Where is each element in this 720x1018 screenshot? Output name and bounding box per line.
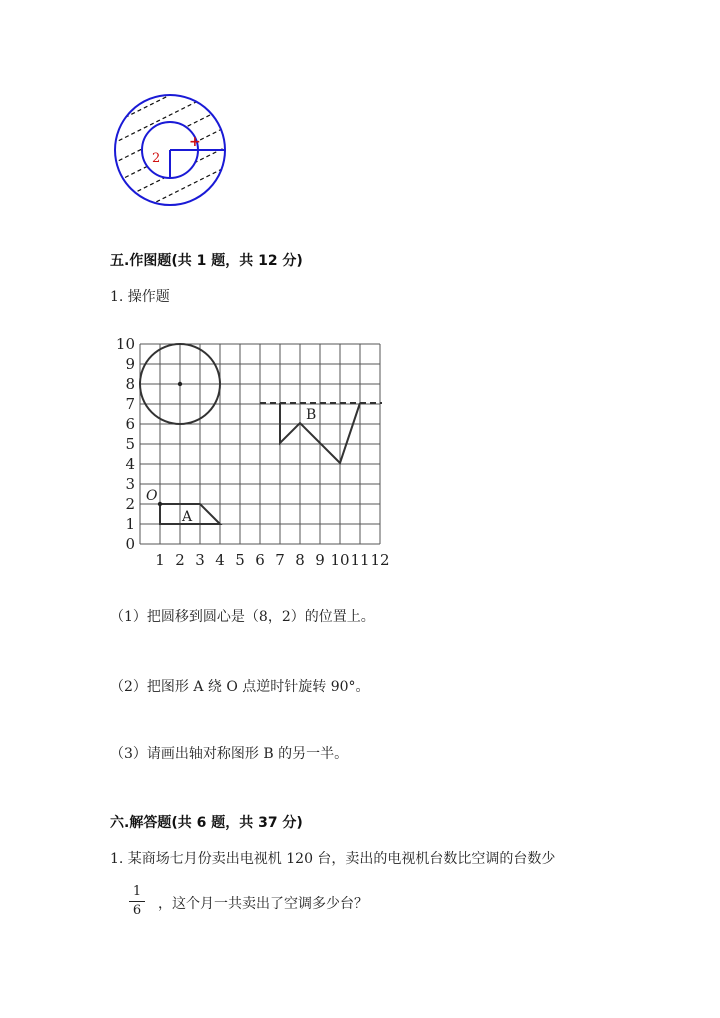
question-title: 1. 操作题 <box>110 289 170 305</box>
y-tick-label: 1 <box>125 515 135 533</box>
x-tick-label: 4 <box>215 551 225 569</box>
x-tick-label: 8 <box>295 551 305 569</box>
shape-b-label: B <box>306 407 317 423</box>
grid-lines <box>140 344 380 544</box>
y-tick-label: 10 <box>115 335 135 353</box>
y-tick-label: 5 <box>125 435 135 453</box>
x-tick-label: 11 <box>350 551 370 569</box>
task-2: （2）把图形 A 绕 O 点逆时针旋转 90°。 <box>110 679 370 695</box>
inner-radius-label: 2 <box>152 151 161 166</box>
y-tick-label: 3 <box>125 475 135 493</box>
task-3: （3）请画出轴对称图形 B 的另一半。 <box>110 746 349 762</box>
question-1-line2: ，这个月一共卖出了空调多少台？ <box>158 896 368 912</box>
section6-heading: 六.解答题(共 6 题，共 37 分) <box>110 815 303 831</box>
x-tick-label: 7 <box>275 551 285 569</box>
origin-dot <box>158 502 162 506</box>
y-tick-label: 7 <box>125 395 135 413</box>
x-tick-label: 1 <box>155 551 165 569</box>
origin-label: O <box>146 488 158 504</box>
x-tick-label: 3 <box>195 551 205 569</box>
task-1: （1）把圆移到圆心是（8，2）的位置上。 <box>110 609 375 625</box>
y-axis-ticks <box>116 335 135 553</box>
fraction-bar <box>129 901 145 902</box>
fraction-denominator: 6 <box>132 903 142 918</box>
x-tick-label: 2 <box>175 551 185 569</box>
section5-heading: 五.作图题(共 1 题，共 12 分) <box>110 253 303 269</box>
ring-figure <box>100 80 240 220</box>
y-tick-label: 2 <box>125 495 135 513</box>
coordinate-grid <box>108 335 398 570</box>
shape-a-label: A <box>182 509 193 525</box>
y-tick-label: 8 <box>125 375 135 393</box>
y-tick-label: 6 <box>125 415 135 433</box>
y-tick-label: 4 <box>125 455 135 473</box>
question-1-line1: 1. 某商场七月份卖出电视机 120 台，卖出的电视机台数比空调的台数少 <box>110 851 556 867</box>
x-tick-label: 5 <box>235 551 245 569</box>
x-tick-label: 10 <box>330 551 350 569</box>
fraction <box>127 884 147 919</box>
fraction-numerator: 1 <box>132 884 142 899</box>
x-axis-ticks <box>155 551 389 569</box>
x-tick-label: 6 <box>255 551 265 569</box>
y-tick-label: 0 <box>125 535 135 553</box>
radius-marker: + <box>189 134 201 150</box>
y-tick-label: 9 <box>125 355 135 373</box>
x-tick-label: 12 <box>370 551 390 569</box>
circle-center-dot <box>178 382 182 386</box>
x-tick-label: 9 <box>315 551 325 569</box>
